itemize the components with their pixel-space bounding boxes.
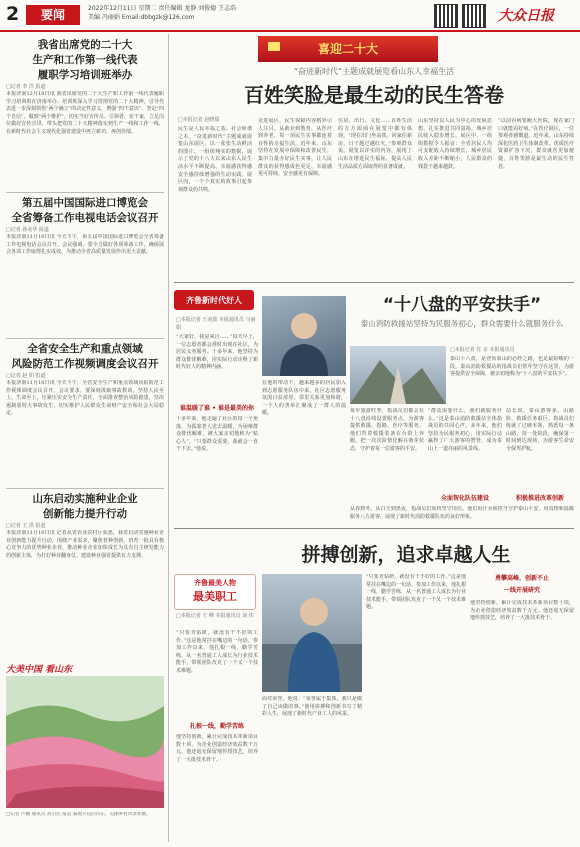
article-2 (6, 196, 164, 314)
second-kicker: 泰山消防救援站坚持为民服务初心，群众需要什么就服务什么 (360, 319, 564, 328)
mid-byline: □本报记者 王凌波 本报通讯员 马丽娟 (176, 317, 256, 331)
brand-logo: 大众日报 (498, 8, 554, 24)
second-subhead-2: 积极推进改革创新 (515, 495, 564, 502)
page-header (0, 0, 580, 32)
feature-kicker: “奋进新时代”主题成就展览看山东人幸福生活 (293, 67, 455, 76)
article-4-byline: □记者 王 洪 报道 (6, 523, 46, 529)
article-3 (6, 342, 164, 478)
third-subhead-2: 勇攀高峰，创新不止 (494, 575, 549, 582)
third-subhead-1: 扎根一线，勤学苦练 (189, 723, 244, 730)
second-byline: □本报记者 任 京 本报通讯员 (450, 347, 515, 353)
meta-line-1: 2022年12月11日 星期二 责任编辑 龙静 刘俊德 王志浩 (88, 5, 237, 12)
third-byline: □本报记者 王 峰 本报通讯员 刘 伟 (176, 613, 254, 619)
mountain-stairs-photo (350, 346, 446, 404)
person-photo-icon (262, 296, 346, 376)
divider (6, 192, 164, 193)
photo-feature-title: 大美中国 看山东 (6, 665, 73, 675)
article-3-byline: □记者 赵 阳 报道 (6, 373, 46, 379)
series-badge-haoren (174, 290, 254, 310)
series-badge-sub: 最美职工 (193, 590, 237, 603)
meta-line-2: 美编 冯丽娟 Email:dbbgzk@126.com (88, 14, 195, 21)
article-2-title: 第五届中国国际进口博览会 全省筹备工作电视电话会议召开 (11, 197, 159, 224)
second-headline: “十八盘的平安扶手” (382, 295, 542, 315)
feature-col-1: 民生是人民幸福之基、社会和谐之本。“奋进新时代”主题成就展览山东展区，以一张张生动鲜活的图片、一组组翔实的数据，展示了党的十八大以来山东人民生活水平不断提高、幸福感获得感安全感持续增强的生动实践。展区内，一个个真实的故事引起参观群众的共鸣。 (178, 126, 252, 193)
series-badge-text: 齐鲁新时代好人 (186, 296, 242, 305)
flower-field-photo (6, 676, 164, 808)
feature-col-3: 住房、出行、文化……百姓生活的方方面面在展览中都有体现。“现在出门坐高铁，回家住新房，日子越过越红火。”参观群众说。展览以详实的内容，展现了山东在增进民生福祉、提高人民生活品质方面取得的显著成就。 (338, 118, 412, 170)
rescue-photo (350, 346, 446, 404)
divider (6, 338, 164, 339)
column-divider (168, 34, 169, 842)
feature-col-2: 走进展区，民生保障内容格外引人注目。从就业到教育，从医疗到养老，每一项民生实事都连着百姓的幸福生活。近年来，山东坚持在发展中保障和改善民生，集中力量办好民生实事，让人民群众的获得感成色更足、幸福感更可持续、安全感更有保障。 (258, 118, 332, 178)
second-col-2: 每年旅游旺季，指战员们都会在十八盘沿线设置服务点，为游客提供救援、指路、医疗等服务。他们背着救援装备在台阶上奔跑，把一次次险情化解在萌芽状态，守护着每一位游客的平安。 (350, 408, 424, 452)
photo-feature (6, 664, 164, 830)
divider (174, 528, 574, 529)
qr-code-icon (434, 4, 458, 28)
second-col-4: 站长说，泰山游客多、山路险，救援任务艰巨。指战员们练就了过硬本领，熟悉每一条山路、每一处险段，确保第一时间到达现场，为游客生命安全保驾护航。 (506, 408, 574, 452)
third-body-2: 他坚持创新，累计完成技术革新项目数十项，为企业创造经济效益数千万元。他还毫无保留地传授技艺，培养了一大批技术骨干。 (176, 734, 258, 763)
article-3-title: 全省安全生产和重点领域 风险防范工作视频调度会议召开 (11, 343, 159, 370)
third-body-1: “只要肯钻研，就没有干不好的工作。”这是他常挂在嘴边的一句话。参加工作以来，他扎根一线，勤学苦练，从一名普通工人成长为行业技术能手，带领团队攻克了一个又一个技术难题。 (176, 630, 258, 674)
article-1-body: 本报济南12月10日讯 我省出席党的二十大生产和工作第一线代表履职学习培训班在济南举办。培训班深入学习贯彻党的二十大精神，引导代表进一步深刻领悟“两个确立”的决定性意义，增强“四个意识”、坚定“四个自信”、做到“两个维护”，切实当好宣传员、引领者、实干家，立足岗位做好宣传宣讲，带头把党的二十大精神落实到生产一线和工作一线，在新时代社会主义现代化强省建设中再立新功、再创佳绩。 (6, 91, 164, 135)
third-body-4: “只要肯钻研，就没有干不好的工作。”这是他常挂在嘴边的一句话。参加工作以来，他扎根一线，勤学苦练，从一名普通工人成长为行业技术能手，带领团队攻克了一个又一个技术难题。 (366, 574, 466, 611)
series-badge-text: 齐鲁最美人物 (194, 579, 236, 587)
article-1-byline: □记者 李 洋 报道 (6, 84, 46, 90)
banner-xiying (258, 36, 438, 62)
article-1 (6, 38, 164, 179)
article-2-body: 本报济南11月10日讯 今天下午，第五届中国国际进口博览会全省筹备工作电视电话会议召开。会议强调，要全力做好各项筹备工作，确保展会各项工作取得扎实成效，为推动全省高质量发展作出更大贡献。 (6, 234, 164, 256)
qr-code-icon (462, 4, 486, 28)
article-3-body: 本报济南11月10日讯 今天下午，全省安全生产和重点领域风险防范工作视频调度会议召开。会议要求，要深刻汲取事故教训，坚持人民至上、生命至上，压紧压实安全生产责任，全面排查整治风险隐患，坚决遏制重特大事故发生，切实维护人民群众生命财产安全和社会大局稳定。 (6, 380, 164, 417)
portrait-photo (262, 296, 346, 376)
mid-lead: “大家好，我是来自……”每天早上，一位志愿者都会准时出现在社区，为居民义务服务。十多年来，他坚持为群众排忧解难，用实际行动诠释了新时代好人的精神内涵。 (176, 334, 258, 371)
banner-text: 喜迎二十大 (317, 42, 378, 56)
divider (6, 488, 164, 489)
feature-byline: □本报记者 赵晓瑞 (178, 117, 220, 123)
worker-photo (262, 574, 362, 692)
worker-photo-icon (262, 574, 362, 692)
section-label: 要闻 (26, 5, 80, 25)
article-4 (6, 492, 164, 636)
article-4-body: 本报济南11月10日讯 记者从省农业农村厅获悉，我省启动实施种业企业创新能力提升行动，围绕产业需求，聚焦育种创新，培育一批具有核心竞争力的优势种业企业，推动种业企业加快成长为具有自主研发能力的创新主体，为打好种业翻身仗、建设种业强省提供有力支撑。 (6, 530, 164, 559)
mid-body-2: 在他的带动下，越来越多的居民加入到志愿服务队伍中来，社区志愿服务氛围日益浓厚，邻里关系更加和谐，一个人的善举汇聚成了一群人的温暖。 (262, 380, 346, 417)
second-col-3: “群众需要什么，我们就服务什么。”这是泰山消防救援站全体指战员的共同心声。多年来，他们坚持为民服务初心，用实际行动赢得了广大游客的赞誉，成为泰山上一道亮丽的风景线。 (428, 408, 502, 452)
header-meta (88, 4, 236, 22)
divider (174, 282, 574, 283)
feature-col-4: 山东坚持以人民为中心的发展思想，扎实推进共同富裕，城乡居民收入稳步增长。展区中，一组组数据令人振奋：全省居民人均可支配收入持续增长，城乡居民收入差距不断缩小，人民群众的钱袋子越来越鼓。 (418, 118, 492, 170)
third-headline: 拼搏创新，追求卓越人生 (301, 544, 511, 566)
third-body-3: 面对荣誉，他说：“荣誉属于集体，我只是做了自己该做的事。”他用拼搏和创新书写了精彩人生，展现了新时代产业工人的风采。 (262, 696, 362, 718)
flag-icon (268, 42, 280, 51)
mid-body-1: 十多年来，他走遍了社区的每一个角落，为孤寡老人送去温暖，为困难群众排忧解难，被大家亲切地称为“贴心人”。“只要群众需要，我就会一直干下去。”他说。 (176, 416, 258, 453)
series-badge-zuimei (174, 574, 256, 610)
feature-headline: 百姓笑脸是最生动的民生答卷 (244, 83, 504, 107)
article-2-byline: □记者 孙美华 报道 (6, 227, 49, 233)
third-subhead-3: 一线开展研究 (503, 587, 540, 594)
feature-col-5: “以前看病要跑大医院，现在家门口就能看好病。”在医疗展区，一位参观者感慨道。近年来，山东持续深化医药卫生体制改革，优质医疗资源扩容下沉，群众就医更加便捷，百姓笑脸是最生动的民生答卷。 (498, 118, 574, 170)
second-col-1: 泰山十八盘，是登顶泰山的必经之路，也是最险峻的一段。泰山消防救援站的指战员们常年坚守在这里，为游客提供安全保障，被亲切地称为“十八盘的平安扶手”。 (450, 356, 574, 378)
mid-subhead: 谁温暖了谁 • 谁是最美的你 (179, 405, 254, 412)
third-body-5: 他坚持创新，累计完成技术革新项目数十项，为企业创造经济效益数千万元。他还毫无保留地传授技艺，培养了一大批技术骨干。 (470, 600, 574, 622)
second-subhead-1: 全面智化队伍建设 (440, 495, 489, 502)
article-4-title: 山东启动实施种业企业 创新能力提升行动 (32, 493, 138, 520)
page-number: 2 (6, 3, 20, 25)
article-1-title: 我省出席党的二十大 生产和工作第一线代表 履职学习培训班举办 (32, 39, 138, 81)
second-col-5: 从春到冬，从白天到黑夜，指战员们始终坚守岗位。他们用汗水和担当守护泰山平安，用真情和温暖服务八方游客，展现了新时代消防救援队伍的良好形象。 (350, 506, 574, 520)
photo-caption: □记者 卢鹏 通讯员 高启民 报道 遍地开花的山东，美丽乡村风景如画。 (6, 812, 151, 817)
